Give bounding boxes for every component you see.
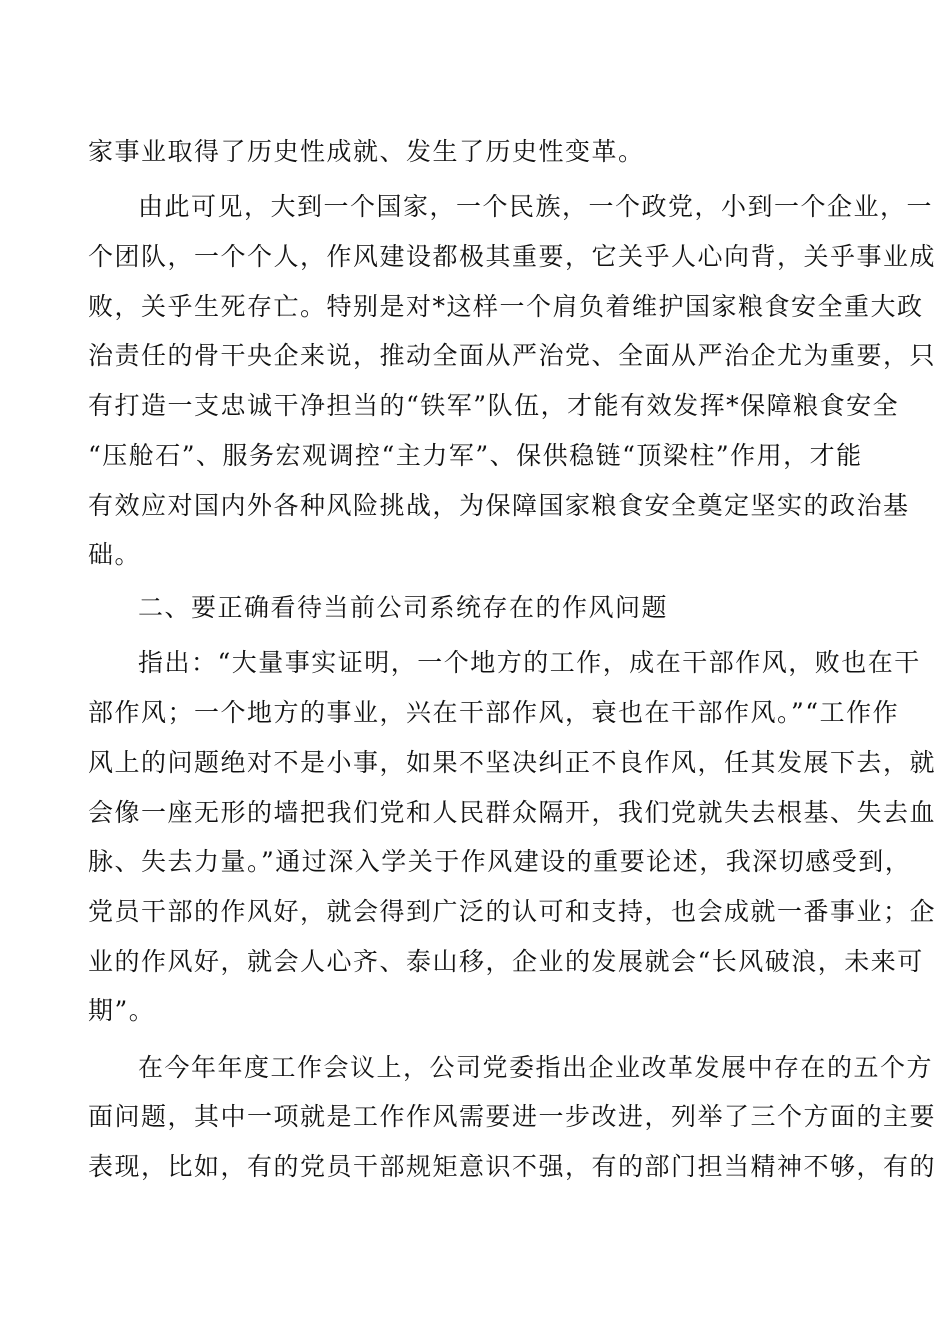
text-line: 风上的问题绝对不是小事，如果不坚决纠正不良作风，任其发展下去，就 <box>88 748 937 777</box>
text-line: “压舱石”、服务宏观调控“主力军”、保供稳链“顶梁柱”作用，才能 <box>88 441 863 470</box>
text-line: 个团队，一个个人，作风建设都极其重要，它关乎人心向背，关乎事业成 <box>88 242 937 271</box>
text-line: 业的作风好，就会人心齐、泰山移，企业的发展就会“长风破浪，未来可 <box>88 947 924 976</box>
text-line: 在今年年度工作会议上，公司党委指出企业改革发展中存在的五个方 <box>138 1053 934 1082</box>
text-line: 由此可见，大到一个国家，一个民族，一个政党，小到一个企业，一 <box>138 192 934 221</box>
text-line: 期”。 <box>88 996 156 1025</box>
text-line: 指出：“大量事实证明，一个地方的工作，成在干部作风，败也在干 <box>138 648 921 677</box>
text-line: 治责任的骨干央企来说，推动全面从严治党、全面从严治企尤为重要，只 <box>88 341 937 370</box>
text-line: 础。 <box>88 540 142 569</box>
text-line: 党员干部的作风好，就会得到广泛的认可和支持，也会成就一番事业；企 <box>88 897 937 926</box>
text-line: 会像一座无形的墙把我们党和人民群众隔开，我们党就失去根基、失去血 <box>88 798 937 827</box>
section-heading: 二、要正确看待当前公司系统存在的作风问题 <box>138 593 669 622</box>
text-line: 家事业取得了历史性成就、发生了历史性变革。 <box>88 137 645 166</box>
text-line: 有效应对国内外各种风险挑战，为保障国家粮食安全奠定坚实的政治基 <box>88 491 910 520</box>
text-line: 脉、失去力量。”通过深入学关于作风建设的重要论述，我深切感受到， <box>88 847 912 876</box>
text-line: 败，关乎生死存亡。特别是对*这样一个肩负着维护国家粮食安全重大政 <box>88 292 924 321</box>
text-line: 面问题，其中一项就是工作作风需要进一步改进，列举了三个方面的主要 <box>88 1102 937 1131</box>
text-line: 有打造一支忠诚干净担当的“铁军”队伍，才能有效发挥*保障粮食安全 <box>88 391 900 420</box>
text-line: 部作风；一个地方的事业，兴在干部作风，衰也在干部作风。”“工作作 <box>88 698 900 727</box>
text-line: 表现，比如，有的党员干部规矩意识不强，有的部门担当精神不够，有的 <box>88 1152 937 1181</box>
